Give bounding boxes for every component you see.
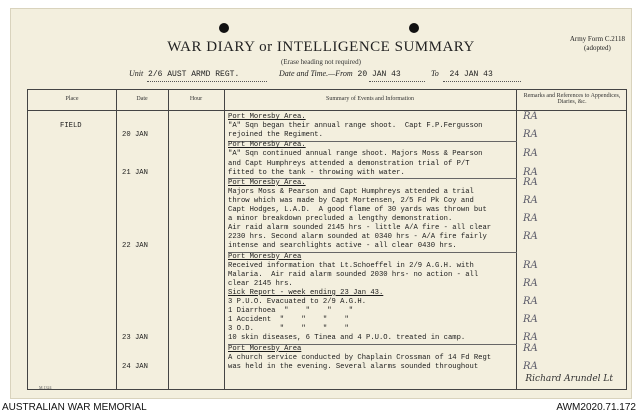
punch-hole-right (409, 23, 419, 33)
remarks-initials: RA (523, 231, 538, 243)
entry-place: FIELD (60, 122, 82, 131)
form-number (570, 35, 625, 53)
entry-line: was held in the evening. Several alarms sounded throughout (228, 362, 479, 371)
unit-field (129, 69, 239, 79)
entry-line: clear 2145 hrs. (228, 279, 293, 288)
signature: Richard Arundel Lt (525, 374, 613, 384)
remarks-initials: RA (523, 213, 538, 225)
entry-line: 10 skin diseases, 6 Tinea and 4 P.U.O. treated in camp. (228, 334, 466, 343)
entry-line: Air raid alarm sounded 2145 hrs - little A/A fire - all clear (228, 224, 492, 233)
entry-line: "A" Sqn began their annual range shoot. Capt F.P.Fergusson (228, 122, 483, 131)
entry-line: fitted to the tank - throwing with water. (228, 168, 405, 177)
entry-date: 24 JAN (122, 362, 148, 371)
diary-table (27, 89, 627, 390)
from-value: 20 JAN 43 (357, 70, 401, 79)
to-label: To (431, 69, 439, 78)
entry-line: Capt Hodges, L.A.D. A good flame of 30 yards was thrown but (228, 206, 487, 214)
entry-line: rejoined the Regiment. (228, 131, 323, 140)
punch-hole-left (219, 23, 229, 33)
col-divider (224, 90, 225, 389)
to-underline (443, 81, 521, 82)
archive-footer (0, 400, 640, 416)
entry-heading: Sick Report - week ending 23 Jan 43. (228, 288, 384, 297)
entry-heading: Port Moresby Area. (228, 113, 306, 121)
remarks-initials: RA (523, 277, 538, 289)
entry-heading: Port Moresby Area. (228, 178, 306, 187)
form-number-text: Army Form C.2118 (569, 35, 625, 43)
entry-date: 22 JAN (122, 242, 148, 251)
entry-heading: Port Moresby Area (228, 252, 302, 261)
unit-label: Unit (129, 69, 144, 78)
col-header-date: Date (136, 96, 148, 102)
col-header-hour: Hour (189, 96, 203, 102)
footer-institution: AUSTRALIAN WAR MEMORIAL (2, 402, 147, 413)
entry-heading: Port Moresby Area (228, 344, 302, 353)
remarks-initials: RA (523, 176, 538, 188)
diary-sheet (10, 8, 632, 399)
entry-line: 1 Diarrhoea " " " " (228, 307, 354, 316)
date-field (279, 69, 401, 79)
col-divider (116, 90, 117, 389)
remarks-initials: RA (523, 111, 538, 122)
unit-value: 2/6 AUST ARMD REGT. (148, 70, 240, 79)
entry-line: throw which was made by Capt Mortensen, 2/5 Fd Pk Coy and (228, 196, 474, 205)
from-underline (369, 81, 425, 82)
date-label: Date and Time.—From (279, 69, 353, 78)
entry-date: 20 JAN (122, 131, 148, 140)
entry-line: Received information that Lt.Schoeffel in 2/9 A.G.H. with (228, 261, 474, 270)
entry-date: 21 JAN (122, 168, 148, 177)
entry-date: 23 JAN (122, 334, 148, 343)
col-header-place: Place (65, 96, 79, 102)
col-header-summary: Summary of Events and Information (326, 96, 414, 102)
to-value: 24 JAN 43 (449, 70, 493, 79)
entry-heading: Port Moresby Area. (228, 141, 306, 150)
entry-line: Malaria. Air raid alarm sounded 2030 hrs- no action - all (228, 270, 479, 279)
entry-line: 1 Accident " " " " (228, 316, 349, 325)
unit-underline (147, 81, 267, 82)
remarks-initials: RA (523, 360, 538, 372)
entry-line: 3 P.U.O. Evacuated to 2/9 A.G.H. (228, 298, 367, 306)
entry-line: a minor breakdown precluded a lengthy demonstration. (228, 215, 453, 224)
form-subtitle: (Erase heading not required) (281, 58, 361, 66)
remarks-initials: RA (523, 166, 538, 178)
to-field (431, 69, 493, 79)
remarks-initials: RA (523, 259, 538, 271)
remarks-initials: RA (523, 332, 538, 344)
printer-mark: M.1324 (39, 385, 52, 390)
footer-reference: AWM2020.71.172 (556, 402, 636, 413)
entry-line: 2230 hrs. Second alarm sounded at 0340 hrs - A/A fire fairly (228, 233, 487, 242)
form-title: WAR DIARY or INTELLIGENCE SUMMARY (167, 39, 475, 55)
remarks-initials: RA (523, 342, 538, 354)
entry-line: Majors Moss & Pearson and Capt Humphreys attended a trial (228, 187, 474, 196)
col-header-remarks: Remarks and References to Appendices, Diaries, &c. (523, 93, 621, 105)
remarks-initials: RA (523, 314, 538, 326)
entry-line: 3 O.D. " " " " (228, 325, 349, 334)
remarks-initials: RA (523, 194, 538, 206)
form-note: (adopted) (584, 44, 611, 52)
remarks-initials: RA (523, 129, 538, 141)
col-divider (168, 90, 169, 389)
entry-line: and Capt Humphreys attended a demonstration trial of P/T (228, 159, 470, 168)
remarks-initials: RA (523, 296, 538, 307)
entry-line: "A" Sqn continued annual range shoot. Majors Moss & Pearson (228, 150, 483, 159)
entry-line: A church service conducted by Chaplain Crossman of 14 Fd Regt (228, 353, 492, 362)
remarks-initials: RA (523, 148, 538, 160)
entry-line: intense and searchlights active - all clear 0430 hrs. (228, 242, 457, 251)
